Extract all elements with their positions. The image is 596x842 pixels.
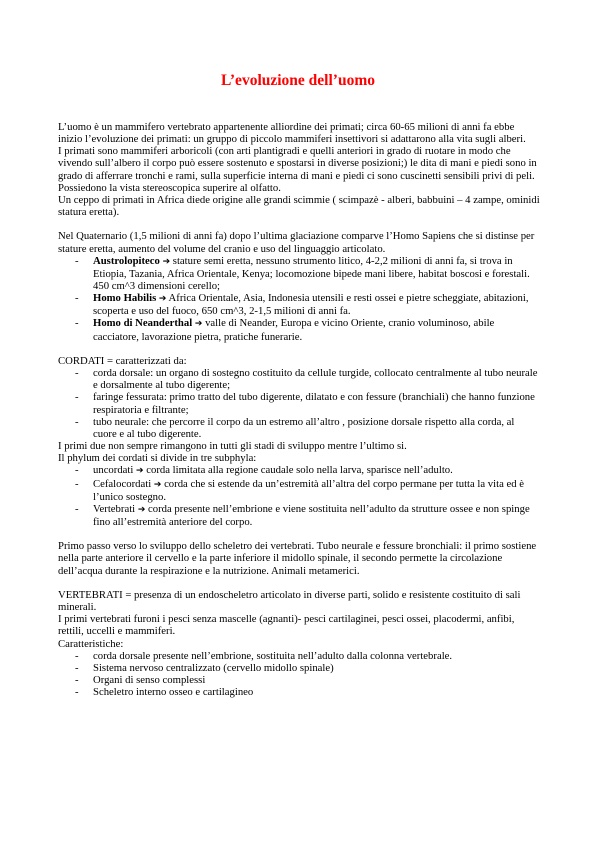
list-item: [58, 416, 540, 440]
page-title: L’evoluzione dell’uomo: [220, 72, 375, 89]
dash-bullet: -: [75, 391, 79, 404]
arrow-icon: ➔: [158, 294, 167, 305]
term: Austrolopiteco: [93, 254, 160, 267]
arrow-icon: ➔: [162, 256, 171, 267]
arrow-icon: ➔: [153, 479, 162, 490]
dash-bullet: -: [75, 292, 79, 305]
dash-bullet: -: [75, 367, 79, 380]
intro-paragraph-2: I primati sono mammiferi arboricoli (con arti plantigradi e quelli anteriori in grado di ruotare in modo che vivendo sull’albero il corpo può essere sostenuto e spostarsi in diverse posizioni;) le dita di mani e piedi sono in grado di afferrare tronchi e rami, sulla superficie interna di mani e piedi ci sono cuscinetti sensibili privi di peli. Possiedono la vista stereoscopica superire al olfatto.: [58, 145, 537, 194]
list-item: [58, 367, 540, 391]
dash-bullet: -: [75, 477, 79, 490]
hominid-list: [58, 255, 540, 343]
cordati-note-1: I primi due non sempre rimangono in tutti gli stadi di sviluppo mentre l’ultimo si.: [58, 440, 407, 453]
list-item: [58, 686, 540, 698]
list-item: [58, 317, 540, 342]
list-item: [58, 292, 540, 317]
dash-bullet: -: [75, 317, 79, 330]
definition: stature semi eretta, nessuno strumento litico, 4-2,2 milioni di anni fa, si trova in Etiopia, Tazania, Africa Orientale, Kenya; locomozione bipede mani libere, habitat boscosi e forestali. 450 cm^3 dimensioni cerello;: [93, 254, 530, 293]
list-item: [58, 674, 540, 686]
list-item-text: Organi di senso complessi: [93, 673, 206, 686]
caratteristiche-heading: Caratteristiche:: [58, 637, 124, 650]
document-body: [58, 121, 540, 698]
dash-bullet: -: [75, 415, 79, 428]
dash-bullet: -: [75, 649, 79, 662]
list-item: [58, 662, 540, 674]
term: uncordati: [93, 464, 134, 477]
dash-bullet: -: [75, 502, 79, 515]
list-item-text: faringe fessurata: primo tratto del tubo digerente, dilatato e con fessure (branchiali) che hanno funzione respiratoria e filtrante;: [93, 391, 535, 416]
vertebrati-paragraph-1: VERTEBRATI = presenza di un endoscheletro articolato in diverse parti, solido e resistente costituito di sali minerali.: [58, 588, 521, 614]
quaternario-paragraph: Nel Quaternario (1,5 milioni di anni fa) dopo l’ultima glaciazione comparve l’Homo Sapiens che si distinse per stature eretta, aumento del volume del cranio e uso del linguaggio articolato.: [58, 230, 535, 255]
term: Homo Habilis: [93, 292, 157, 305]
arrow-icon: ➔: [194, 319, 203, 330]
dash-bullet: -: [75, 464, 79, 477]
dash-bullet: -: [75, 673, 79, 686]
list-item: [58, 650, 540, 662]
list-item: [58, 503, 540, 528]
subphyla-list: [58, 464, 540, 528]
dash-bullet: -: [75, 661, 79, 674]
caratteristiche-list: [58, 650, 540, 699]
cordati-heading: CORDATI = caratterizzati da:: [58, 354, 187, 367]
intro-paragraph-1: L’uomo è un mammifero vertebrato appartenente alliordine dei primati; circa 60-65 milioni di anni fa ebbe inizio l’evoluzione dei primati: un gruppo di piccolo mammiferi insettivori si adattarono alla vita sugli alberi.: [58, 121, 526, 146]
vertebrati-paragraph-2: I primi vertebrati furoni i pesci senza mascelle (agnanti)- pesci cartilaginei, pesci ossei, placodermi, anfibi, rettili, uccelli e mammiferi.: [58, 613, 515, 638]
cordati-list: [58, 367, 540, 440]
definition: valle di Neander, Europa e vicino Oriente, cranio voluminoso, abile cacciatore, lavorazione pietra, pratiche funerarie.: [93, 317, 495, 343]
primo-passo-paragraph: Primo passo verso lo sviluppo dello scheletro dei vertebrati. Tubo neurale e fessure bronchiali: il primo sostiene nella parte anteriore il cervello e la parte inferiore il midollo spinale, il secondo permette la circolazione dell’acqua durante la respirazione e la nutrizione. Animali metamerici.: [58, 540, 537, 577]
list-item: [58, 478, 540, 503]
definition: corda presente nell’embrione e viene sostituita nell’adulto da strutture ossee e non spinge fino all’estremità anteriore del corpo.: [93, 502, 530, 528]
list-item-text: Sistema nervoso centralizzato (cervello midollo spinale): [93, 661, 334, 674]
definition: corda limitata alla regione caudale solo nella larva, sparisce nell’adulto.: [143, 464, 453, 477]
list-item-text: tubo neurale: che percorre il corpo da un estremo all’altro , posizione dorsale rispetto alla corda, al cuore e al tubo digerente.: [93, 415, 515, 440]
list-item: [58, 391, 540, 415]
term: Cefalocordati: [93, 477, 152, 490]
list-item: [58, 255, 540, 292]
dash-bullet: -: [75, 254, 79, 267]
list-item-text: Scheletro interno osseo e cartilagineo: [93, 686, 254, 699]
definition: Africa Orientale, Asia, Indonesia utensili e resti ossei e pietre scheggiate, abitazioni, scoperta e uso del fuoco, 650 cm^3, 2-1,5 milioni di anni fa.: [93, 292, 529, 318]
cordati-note-2: Il phylum dei cordati si divide in tre subphyla:: [58, 452, 257, 465]
dash-bullet: -: [75, 686, 79, 699]
arrow-icon: ➔: [137, 504, 146, 515]
list-item-text: corda dorsale: un organo di sostegno costituito da cellule turgide, collocato centralmente al tubo neurale e dorsalmente al tubo digerente;: [93, 367, 538, 392]
term: Vertebrati: [93, 502, 136, 515]
list-item-text: corda dorsale presente nell’embrione, sostituita nell’adulto dalla colonna vertebrale.: [93, 649, 453, 662]
term: Homo di Neanderthal: [93, 317, 193, 330]
arrow-icon: ➔: [136, 466, 144, 477]
definition: corda che si estende da un’estremità all’altra del corpo permane per tutta la vita ed è l’unico sostegno.: [93, 477, 525, 503]
list-item: [58, 464, 540, 477]
intro-paragraph-3: Un ceppo di primati in Africa diede origine alle grandi scimmie ( scimpazè - alberi, babbuini – 4 zampe, ominidi statura eretta).: [58, 193, 540, 219]
